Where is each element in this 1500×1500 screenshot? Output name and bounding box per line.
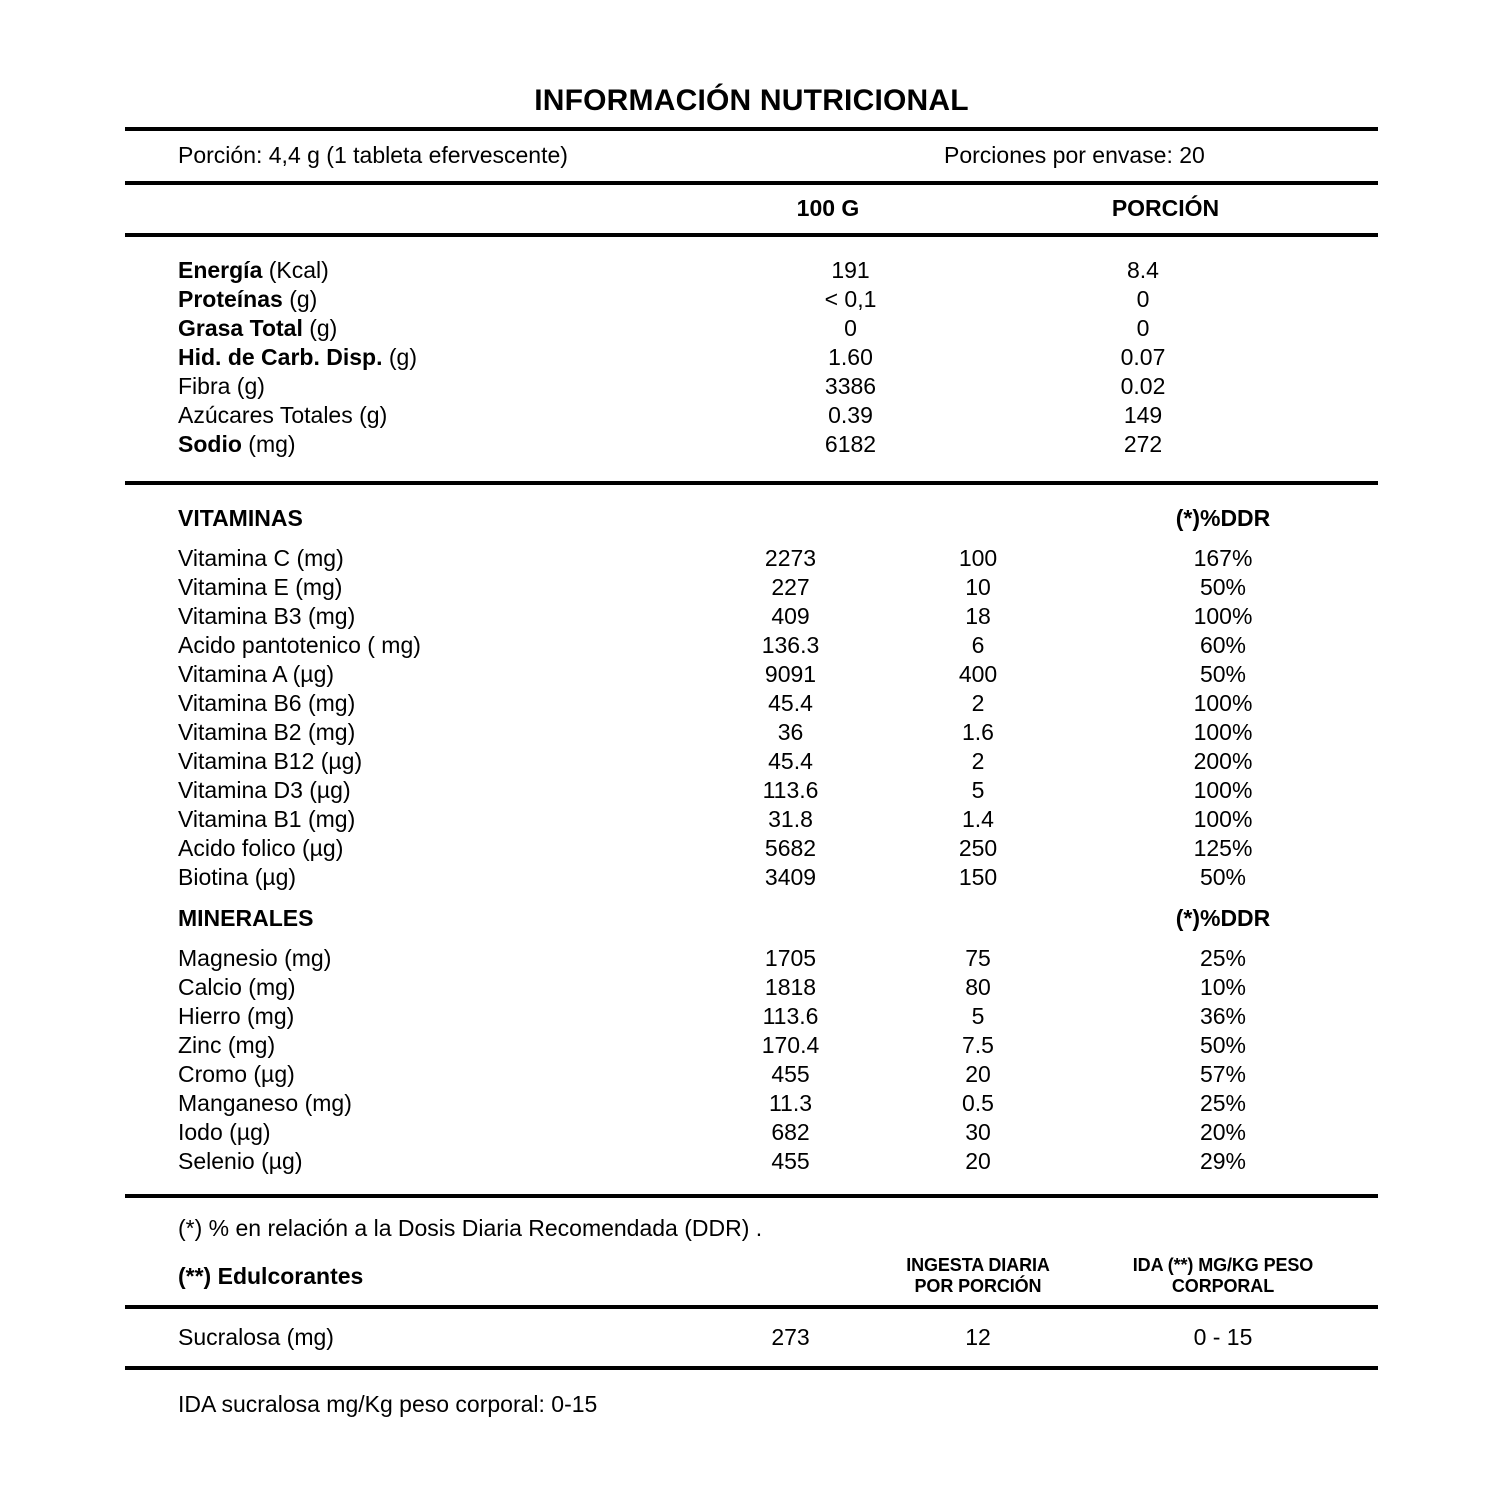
table-row (125, 1118, 1378, 1147)
nutrient-value-ddr: 20% (1199, 1119, 1247, 1145)
nutrient-value-100g: 45.4 (768, 748, 813, 774)
nutrient-name: Acido pantotenico ( mg) (178, 632, 421, 658)
ddr-footnote: (*) % en relación a la Dosis Diaria Recomendada (DDR) . (178, 1215, 763, 1241)
nutrient-name (125, 314, 703, 343)
sweetener-row (125, 1309, 1378, 1366)
minerals-ddr-header: (*)%DDR (1175, 905, 1271, 931)
nutrient-value-portion: 30 (965, 1119, 991, 1145)
nutrient-value-100g: 9091 (764, 661, 817, 687)
column-header-portion: PORCIÓN (1111, 195, 1220, 221)
table-row (125, 372, 1378, 401)
nutrient-value-100g: 0 (844, 315, 857, 341)
nutrient-value-ddr: 50% (1199, 864, 1247, 890)
nutrient-name (125, 285, 703, 314)
ida-line1: IDA (**) MG/KG PESO (1132, 1255, 1314, 1275)
nutrient-name: Vitamina D3 (µg) (178, 777, 351, 803)
portion-size: Porción: 4,4 g (1 tableta efervescente) (178, 142, 568, 168)
nutrient-value-ddr: 10% (1199, 974, 1247, 1000)
nutrient-name (125, 401, 703, 430)
table-row (125, 660, 1378, 689)
nutrient-value-portion: 75 (965, 945, 991, 971)
nutrient-value-portion: 0.5 (962, 1090, 994, 1116)
nutrient-value-portion: 6 (971, 632, 985, 658)
table-row (125, 689, 1378, 718)
nutrient-value-100g: 31.8 (768, 806, 813, 832)
nutrient-value-portion: 2 (971, 748, 985, 774)
column-header-daily-intake (878, 1255, 1078, 1297)
nutrient-value-100g: 1818 (764, 974, 817, 1000)
nutrient-value-portion: 400 (958, 661, 998, 687)
ida-tail-note: IDA sucralosa mg/Kg peso corporal: 0-15 (178, 1391, 598, 1417)
nutrient-name: Zinc (mg) (178, 1032, 276, 1058)
nutrient-name-text: Hid. de Carb. Disp. (178, 344, 383, 370)
nutrient-value-100g: 0.39 (828, 402, 873, 428)
nutrient-value-portion: 1.6 (962, 719, 994, 745)
nutrient-value-portion: 0.02 (1120, 373, 1166, 399)
nutrient-value-ddr: 167% (1193, 545, 1253, 571)
nutrient-value-100g: 227 (771, 574, 810, 600)
nutrient-name: Vitamina B1 (mg) (178, 806, 356, 832)
nutrient-value-portion: 20 (965, 1061, 991, 1087)
nutrient-value-portion: 250 (958, 835, 998, 861)
table-row (125, 602, 1378, 631)
nutrient-value-ddr: 50% (1199, 661, 1247, 687)
table-row (125, 1060, 1378, 1089)
nutrient-value-100g: 170.4 (761, 1032, 820, 1058)
nutrient-name (125, 372, 703, 401)
nutrient-unit: (g) (352, 402, 388, 428)
minerals-section-header (125, 892, 1378, 944)
table-row (125, 1089, 1378, 1118)
nutrient-value-portion: 150 (958, 864, 998, 890)
nutrient-value-ddr: 50% (1199, 574, 1247, 600)
nutrient-value-100g: 45.4 (768, 690, 813, 716)
nutrient-name (125, 343, 703, 372)
table-row (125, 343, 1378, 372)
table-row (125, 256, 1378, 285)
table-row (125, 430, 1378, 459)
nutrient-value-100g: 136.3 (761, 632, 820, 658)
servings-per-container: Porciones por envase: 20 (944, 142, 1205, 168)
nutrient-value-100g: 455 (771, 1061, 810, 1087)
ida-line2: CORPORAL (1171, 1276, 1275, 1296)
nutrient-value-ddr: 36% (1199, 1003, 1247, 1029)
mineral-rows (125, 944, 1378, 1194)
nutrient-value-portion: 20 (965, 1148, 991, 1174)
table-row (125, 631, 1378, 660)
nutrient-name: Magnesio (mg) (178, 945, 332, 971)
table-row (125, 718, 1378, 747)
nutrient-name: Vitamina B12 (µg) (178, 748, 363, 774)
table-row (125, 314, 1378, 343)
nutrient-name-text: Proteínas (178, 286, 283, 312)
nutrient-value-portion: 1.4 (962, 806, 994, 832)
nutrient-value-portion: 5 (971, 1003, 985, 1029)
nutrient-value-100g: < 0,1 (824, 286, 877, 312)
nutrient-value-portion: 7.5 (962, 1032, 994, 1058)
column-header-ida (1078, 1255, 1368, 1297)
nutrient-value-portion: 18 (965, 603, 991, 629)
sweeteners-header-band (125, 1249, 1378, 1305)
nutrient-value-portion: 149 (1123, 402, 1163, 428)
nutrient-unit: (g) (302, 315, 338, 341)
nutrient-value-100g: 113.6 (762, 1003, 819, 1029)
sweetener-ida: 0 - 15 (1193, 1324, 1253, 1350)
nutrient-value-ddr: 25% (1199, 1090, 1247, 1116)
table-row (125, 1002, 1378, 1031)
nutrient-value-ddr: 57% (1199, 1061, 1247, 1087)
table-row (125, 973, 1378, 1002)
macronutrient-rows (125, 237, 1378, 481)
nutrient-value-portion: 5 (971, 777, 985, 803)
spacer (878, 504, 1078, 533)
serving-info-band (125, 131, 1378, 181)
nutrient-name: Vitamina B3 (mg) (178, 603, 356, 629)
vitamins-heading: VITAMINAS (178, 505, 303, 531)
table-row (125, 1147, 1378, 1176)
nutrient-value-portion: 0.07 (1120, 344, 1166, 370)
nutrient-name-text: Sodio (178, 431, 242, 457)
nutrient-name-text: Grasa Total (178, 315, 303, 341)
sweetener-name: Sucralosa (mg) (178, 1324, 334, 1350)
nutrient-name: Acido folico (µg) (178, 835, 344, 861)
table-row (125, 573, 1378, 602)
nutrient-unit: (mg) (241, 431, 296, 457)
nutrient-name: Calcio (mg) (178, 974, 296, 1000)
table-row (125, 805, 1378, 834)
nutrient-value-ddr: 100% (1193, 690, 1253, 716)
nutrient-value-ddr: 50% (1199, 1032, 1247, 1058)
nutrient-name (125, 256, 703, 285)
nutrient-value-100g: 409 (771, 603, 810, 629)
spacer (878, 904, 1078, 933)
nutrient-value-portion: 10 (965, 574, 991, 600)
nutrient-value-ddr: 100% (1193, 806, 1253, 832)
nutrient-name: Vitamina B2 (mg) (178, 719, 356, 745)
nutrient-name-text: Energía (178, 257, 263, 283)
nutrient-name: Vitamina B6 (mg) (178, 690, 356, 716)
vitamins-ddr-header: (*)%DDR (1175, 505, 1271, 531)
nutrient-value-ddr: 60% (1199, 632, 1247, 658)
nutrient-value-100g: 191 (831, 257, 870, 283)
nutrient-value-100g: 5682 (764, 835, 817, 861)
table-row (125, 747, 1378, 776)
nutrient-value-portion: 0 (1136, 315, 1150, 341)
nutrient-name: Vitamina E (mg) (178, 574, 343, 600)
table-row (125, 834, 1378, 863)
nutrient-value-100g: 6182 (824, 431, 877, 457)
nutrient-value-portion: 2 (971, 690, 985, 716)
nutrient-value-100g: 3409 (764, 864, 817, 890)
table-row (125, 544, 1378, 573)
nutrient-name-text: Fibra (178, 373, 231, 399)
nutrient-value-ddr: 100% (1193, 603, 1253, 629)
sweetener-intake: 12 (965, 1324, 991, 1350)
nutrient-value-ddr: 100% (1193, 719, 1253, 745)
table-row (125, 944, 1378, 973)
nutrient-value-100g: 3386 (824, 373, 877, 399)
nutrient-name: Vitamina C (mg) (178, 545, 344, 571)
nutrient-value-100g: 1.60 (828, 344, 873, 370)
nutrient-name: Iodo (µg) (178, 1119, 271, 1145)
nutrient-value-ddr: 100% (1193, 777, 1253, 803)
nutrient-value-100g: 36 (777, 719, 804, 745)
nutrient-name: Manganeso (mg) (178, 1090, 352, 1116)
nutrient-value-portion: 80 (965, 974, 991, 1000)
nutrient-unit: (Kcal) (262, 257, 329, 283)
nutrient-name: Hierro (mg) (178, 1003, 295, 1029)
nutrient-name: Biotina (µg) (178, 864, 297, 890)
table-row (125, 863, 1378, 892)
nutrient-name-text: Azúcares Totales (178, 402, 353, 428)
nutrient-value-100g: 1705 (764, 945, 817, 971)
column-header-100g: 100 G (796, 195, 860, 221)
nutrient-value-ddr: 25% (1199, 945, 1247, 971)
minerals-heading: MINERALES (178, 905, 314, 931)
vitamin-rows (125, 544, 1378, 892)
nutrient-value-portion: 8.4 (1127, 257, 1159, 283)
nutrient-unit: (g) (382, 344, 417, 370)
nutrient-name: Selenio (µg) (178, 1148, 303, 1174)
nutrient-value-portion: 272 (1123, 431, 1163, 457)
nutrient-value-100g: 2273 (764, 545, 817, 571)
nutrient-name: Vitamina A (µg) (178, 661, 335, 687)
table-row (125, 401, 1378, 430)
nutrient-value-100g: 11.3 (768, 1090, 813, 1116)
nutrient-value-100g: 113.6 (762, 777, 819, 803)
table-row (125, 285, 1378, 314)
sweeteners-title: (**) Edulcorantes (178, 1262, 364, 1289)
nutrient-value-100g: 682 (771, 1119, 810, 1145)
nutrient-value-ddr: 200% (1193, 748, 1253, 774)
nutrient-name: Cromo (µg) (178, 1061, 295, 1087)
nutrient-value-portion: 0 (1136, 286, 1150, 312)
daily-intake-line1: INGESTA DIARIA (906, 1255, 1050, 1275)
nutrient-unit: (g) (230, 373, 265, 399)
nutrient-unit: (g) (282, 286, 318, 312)
table-row (125, 1031, 1378, 1060)
table-row (125, 776, 1378, 805)
page-title: INFORMACIÓN NUTRICIONAL (534, 84, 969, 117)
nutrition-facts-label (125, 0, 1378, 1419)
sweetener-per-100g: 273 (771, 1324, 810, 1350)
nutrient-value-ddr: 29% (1199, 1148, 1247, 1174)
nutrient-name (125, 430, 703, 459)
nutrient-value-portion: 100 (958, 545, 998, 571)
vitamins-section-header (125, 485, 1378, 544)
daily-intake-line2: POR PORCIÓN (914, 1276, 1042, 1296)
column-headers (125, 185, 1378, 233)
nutrient-value-ddr: 125% (1193, 835, 1253, 861)
nutrient-value-100g: 455 (771, 1148, 810, 1174)
